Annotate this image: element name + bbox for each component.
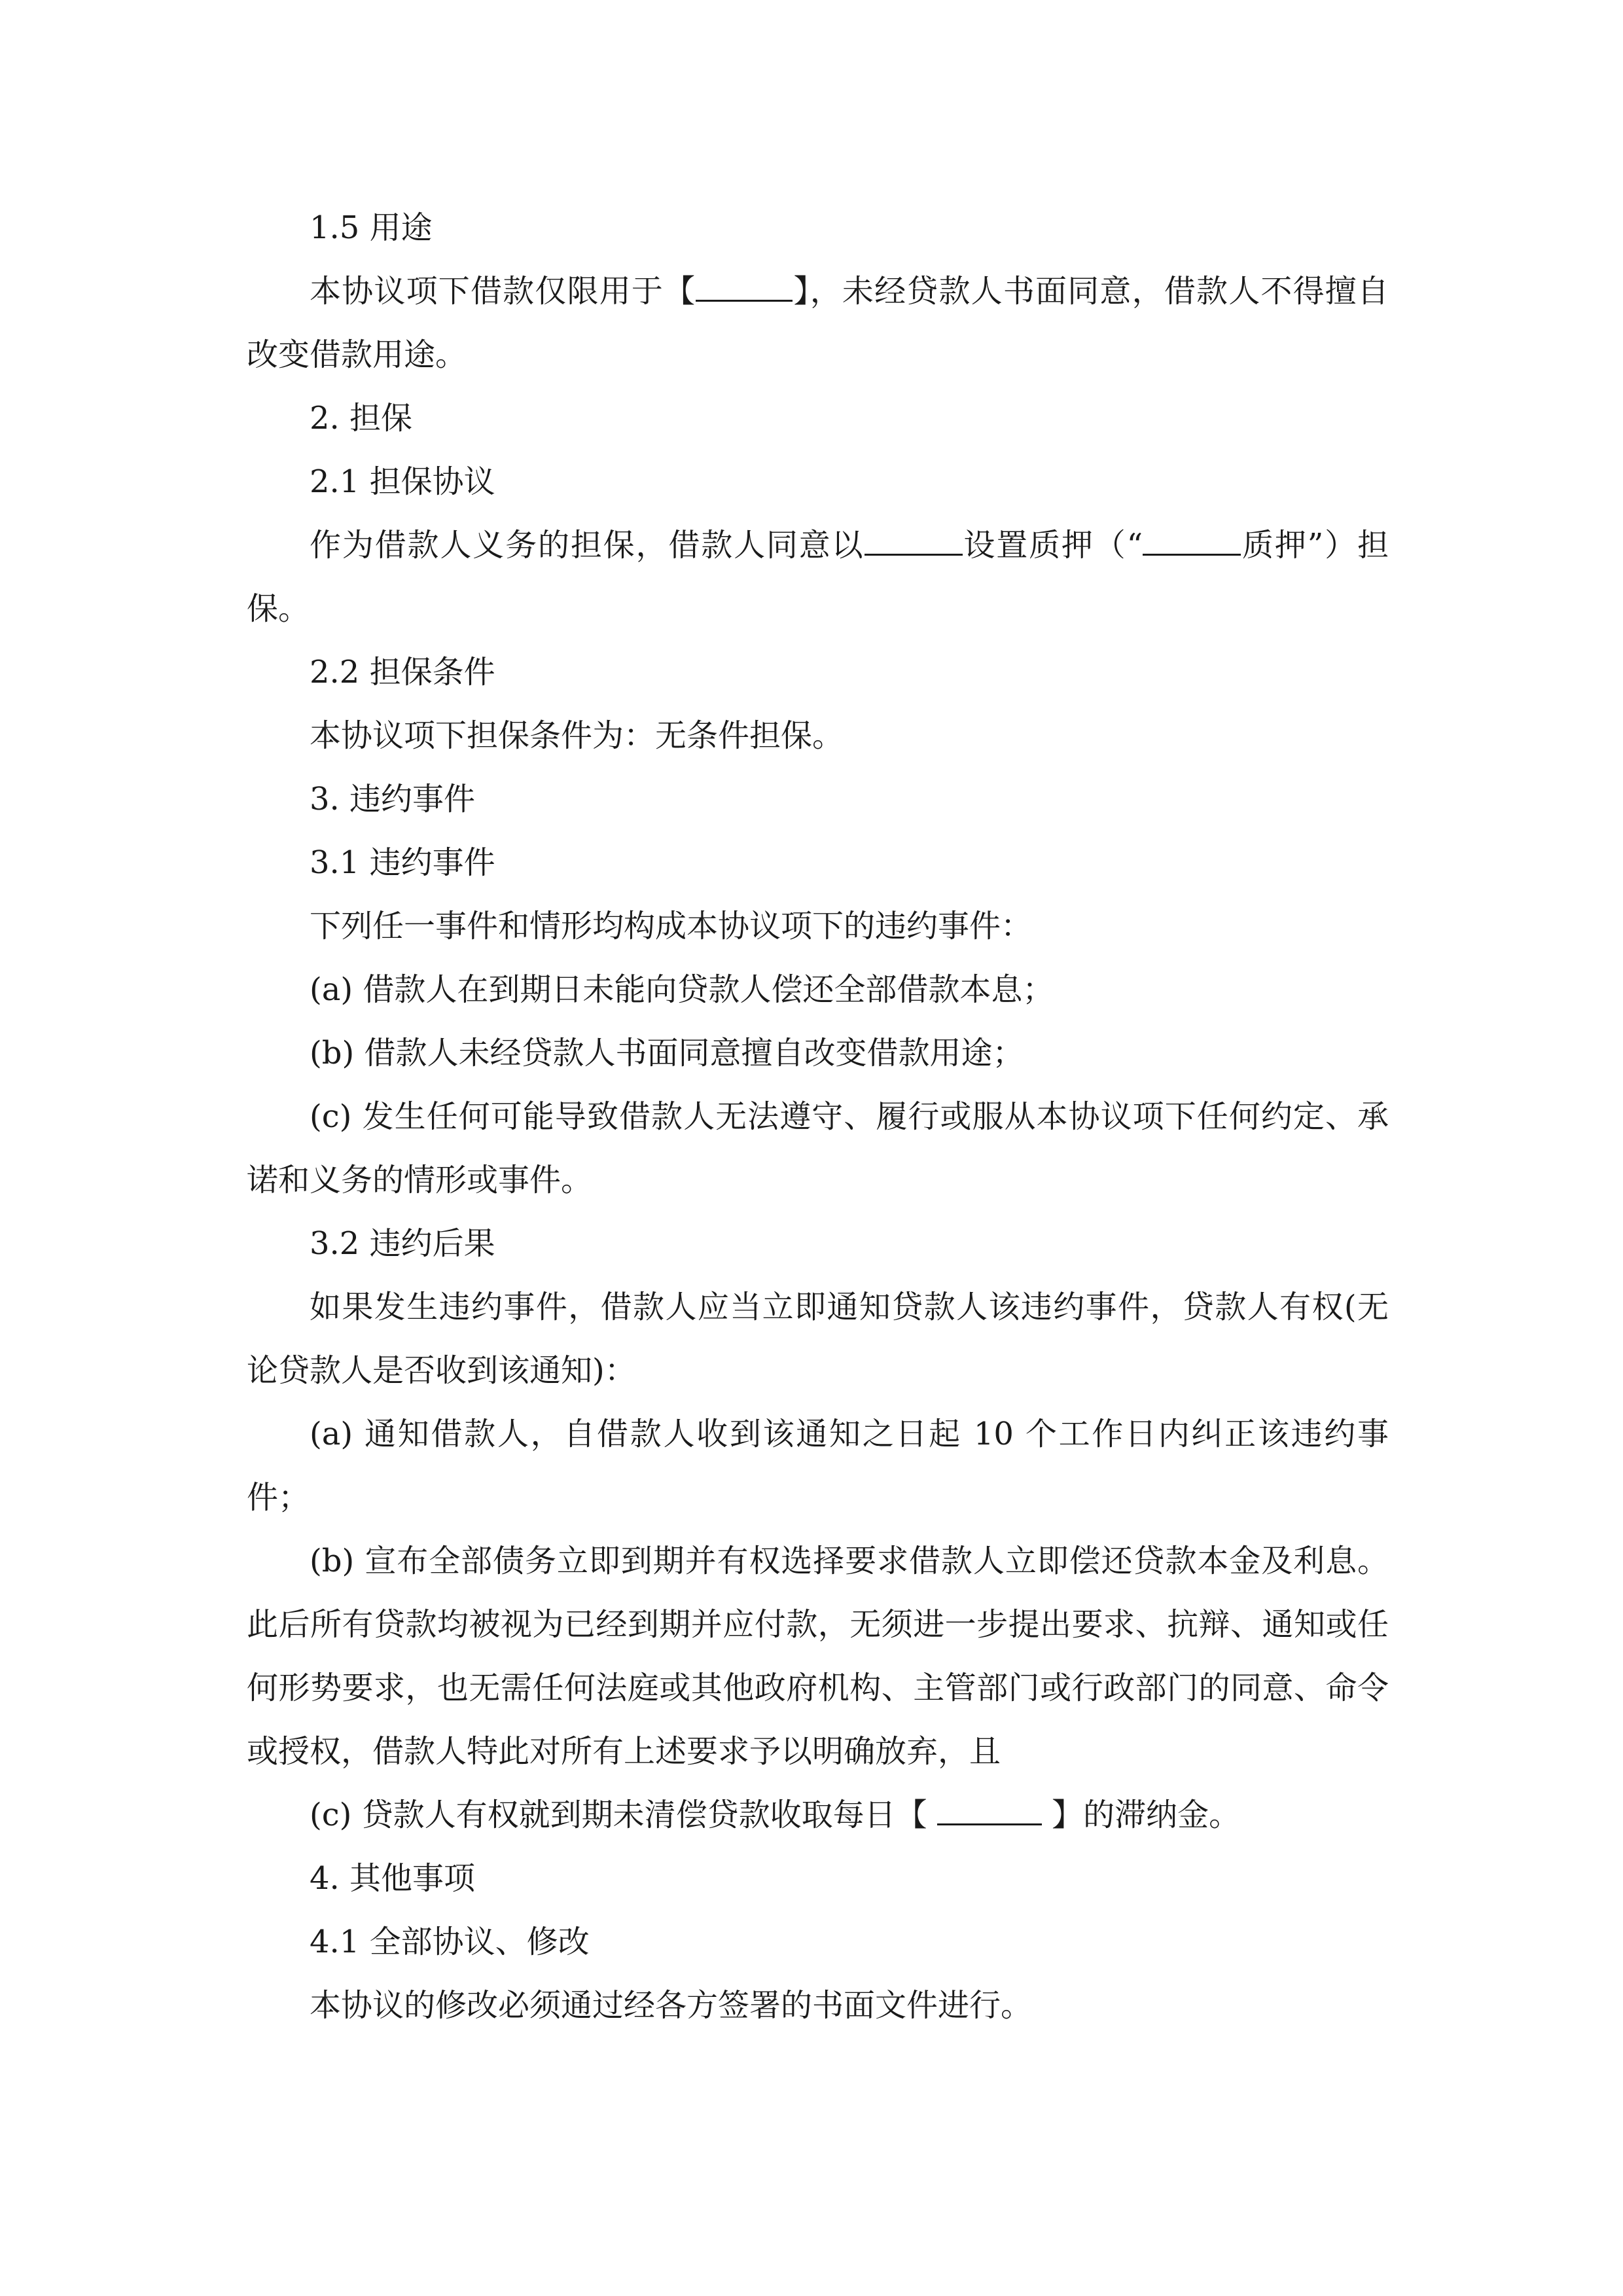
section-3-1-item-c-text: (c) 发生任何可能导致借款人无法遵守、履行或服从本协议项下任何约定、承诺和义务的情形或事件。 — [247, 1098, 1389, 1198]
section-3-2-item-c — [247, 1784, 1389, 1847]
section-2-1-heading — [247, 450, 1389, 514]
section-3-1-item-b-text: (b) 借款人未经贷款人书面同意擅自改变借款用途； — [310, 1035, 1024, 1071]
document-body — [247, 196, 1389, 2037]
pledge-name-blank — [1143, 528, 1241, 556]
section-3-1-item-a — [247, 958, 1389, 1022]
section-3-1-heading-text: 3.1 违约事件 — [310, 844, 495, 881]
section-3-1-item-c — [247, 1085, 1389, 1212]
section-2-1-text-c: 质押”）担保。 — [247, 527, 1389, 627]
section-4-heading-text: 4. 其他事项 — [310, 1860, 476, 1897]
section-3-2-heading — [247, 1212, 1389, 1276]
purpose-blank — [696, 274, 793, 302]
section-3-heading-text: 3. 违约事件 — [310, 781, 476, 817]
section-2-heading-text: 2. 担保 — [310, 400, 413, 437]
late-fee-blank — [937, 1797, 1042, 1825]
section-4-1-paragraph — [247, 1974, 1389, 2037]
section-3-1-paragraph — [247, 895, 1389, 958]
section-3-1-text: 下列任一事件和情形均构成本协议项下的违约事件： — [310, 908, 1033, 944]
section-3-1-heading — [247, 831, 1389, 895]
section-3-1-item-a-text: (a) 借款人在到期日未能向贷款人偿还全部借款本息； — [310, 971, 1054, 1008]
section-3-2-paragraph — [247, 1276, 1389, 1403]
section-3-2-heading-text: 3.2 违约后果 — [310, 1225, 495, 1262]
section-3-2-item-a-text: (a) 通知借款人，自借款人收到该通知之日起 10 个工作日内纠正该违约事件； — [247, 1416, 1389, 1516]
section-2-2-paragraph — [247, 704, 1389, 768]
section-3-1-item-b — [247, 1022, 1389, 1085]
section-2-heading — [247, 387, 1389, 450]
section-2-2-heading-text: 2.2 担保条件 — [310, 654, 495, 691]
section-1-5-heading-text: 1.5 用途 — [310, 209, 433, 246]
section-3-2-item-c-text-a: (c) 贷款人有权就到期未清偿贷款收取每日【 — [310, 1797, 937, 1833]
section-2-2-heading — [247, 641, 1389, 704]
section-2-2-text: 本协议项下担保条件为：无条件担保。 — [310, 717, 844, 754]
section-3-2-item-a — [247, 1403, 1389, 1530]
section-3-2-item-b-text: (b) 宣布全部债务立即到期并有权选择要求借款人立即偿还贷款本金及利息。此后所有贷款均被视为已经到期并应付款，无须进一步提出要求、抗辩、通知或任何形势要求，也无需任何法庭或其他政府机构、主管部门或行政部门的同意、命令或授权，借款人特此对所有上述要求予以明确放弃，且 — [247, 1543, 1389, 1770]
section-1-5-text-b: 】，未经贷款人书面同意，借款人不得擅自改变借款用途。 — [247, 273, 1389, 373]
pledge-asset-blank — [865, 528, 963, 556]
section-1-5-heading — [247, 196, 1389, 260]
section-4-heading — [247, 1847, 1389, 1910]
section-3-2-text: 如果发生违约事件，借款人应当立即通知贷款人该违约事件，贷款人有权(无论贷款人是否收到该通知)： — [247, 1289, 1389, 1389]
section-4-1-heading — [247, 1910, 1389, 1974]
section-4-1-text: 本协议的修改必须通过经各方签署的书面文件进行。 — [310, 1987, 1033, 2024]
section-1-5-paragraph — [247, 260, 1389, 387]
section-1-5-text-a: 本协议项下借款仅限用于【 — [310, 273, 696, 310]
section-3-2-item-c-text-b: 】的滞纳金。 — [1041, 1797, 1241, 1833]
section-3-2-item-b — [247, 1530, 1389, 1784]
section-4-1-heading-text: 4.1 全部协议、修改 — [310, 1924, 590, 1960]
section-2-1-text-b: 设置质押（“ — [962, 527, 1143, 564]
section-3-heading — [247, 768, 1389, 831]
section-2-1-text-a: 作为借款人义务的担保，借款人同意以 — [310, 527, 865, 564]
section-2-1-paragraph — [247, 514, 1389, 641]
section-2-1-heading-text: 2.1 担保协议 — [310, 463, 495, 500]
